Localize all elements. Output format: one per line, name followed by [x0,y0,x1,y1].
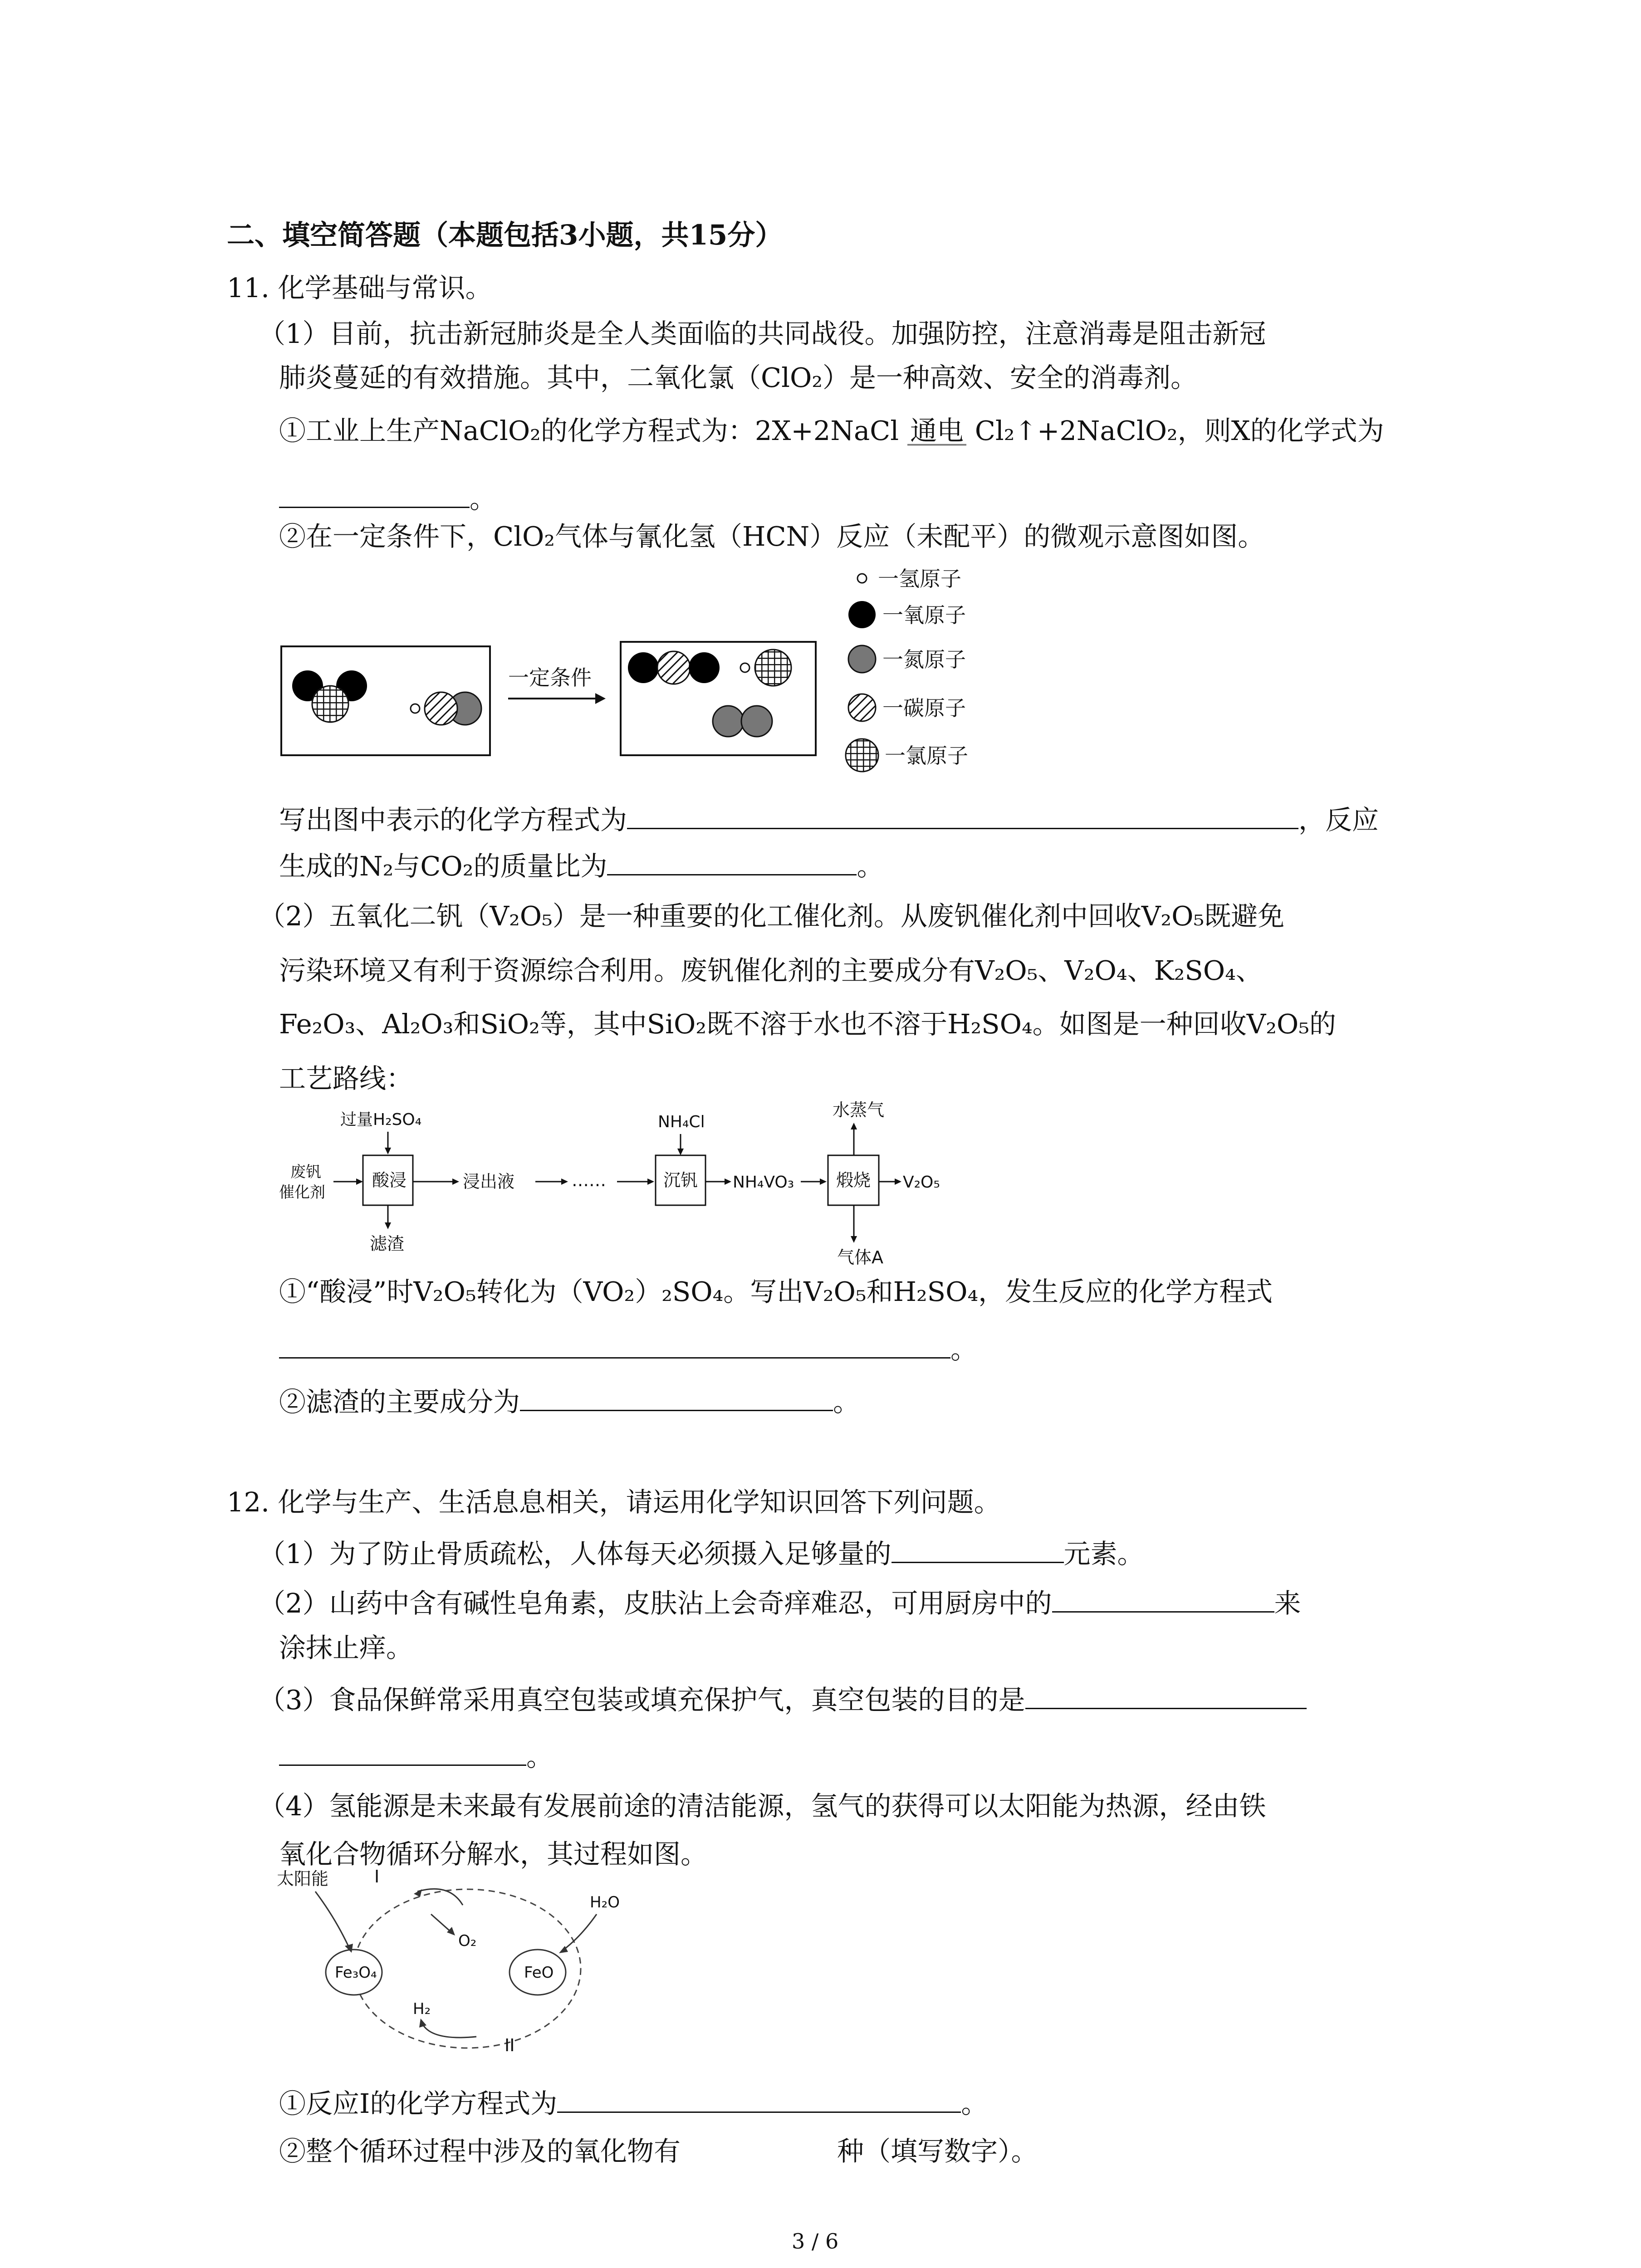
residue-label: 滤渣 [370,1234,405,1254]
period: 。 [857,850,884,882]
q12-s2-pre: （2）山药中含有碱性皂角素，皮肤沾上会奇痒难忍，可用厨房中的 [259,1588,1052,1619]
q11-sub2-ans1-pre: 写出图中表示的化学方程式为 [279,804,627,836]
q11-part1-sub2: ②在一定条件下，ClO₂气体与氰化氢（HCN）反应（未配平）的微观示意图如图。 [279,521,1265,552]
answer-blank-kitchen-item[interactable] [1052,1586,1274,1613]
precipitate-label: 沉钒 [663,1170,698,1190]
reaction-condition: 通电 [907,417,966,445]
chlorine-atom [312,686,348,722]
q12-s2-post: 来 [1274,1588,1301,1619]
q12-s4q1-pre: ①反应Ⅰ的化学方程式为 [279,2088,558,2119]
q11-sub1-answer-row [279,482,496,512]
q11-sub2-ans2-pre: 生成的N₂与CO₂的质量比为 [279,850,607,882]
legend-chlorine-swatch [846,739,878,772]
microscopic-reaction-diagram [272,562,1021,794]
nitrogen-atom [713,706,744,737]
legend-carbon: 一碳原子 [882,696,966,720]
q11-p2-q2-pre: ②滤渣的主要成分为 [279,1386,520,1418]
section-title: 二、填空简答题（本题包括3小题，共15分） [227,219,783,251]
o2-label: O₂ [458,1932,477,1950]
fe3o4-label: Fe₃O₄ [335,1964,377,1982]
q12-s1-post: 元素。 [1063,1538,1144,1569]
answer-blank-vacuum-purpose-cont[interactable] [279,1740,526,1766]
q12-sub3 [259,1683,1307,1716]
chlorine-atom [755,650,791,686]
feo-label: FeO [524,1964,554,1982]
q11-part1-line1: （1）目前，抗击新冠肺炎是全人类面临的共同战役。加强防控，注意消毒是阻击新冠 [259,318,1266,349]
gas-a-label: 气体A [837,1247,883,1267]
q11-sub2-answer2-row [279,849,883,880]
q11-part2-sub2 [279,1385,860,1418]
q11-part2-line3: Fe₂O₃、Al₂O₃和SiO₂等，其中SiO₂既不溶于水也不溶于H₂SO₄。如图是一种回收V₂O₅的 [279,1008,1336,1040]
q11-part2-sub1-answer-row [279,1332,977,1363]
legend-chlorine: 一氯原子 [885,743,968,768]
reagent-excess-h2so4: 过量H₂SO₄ [340,1110,422,1129]
period: 。 [526,1741,554,1772]
q11-part1-line2: 肺炎蔓延的有效措施。其中，二氧化氯（ClO₂）是一种高效、安全的消毒剂。 [279,362,1198,393]
vanadium-recovery-flowchart [272,1098,975,1288]
q11-sub2-ans1-post: ，反应 [1298,804,1379,836]
q12-sub2 [259,1586,1301,1617]
oxygen-atom [628,652,659,683]
q12-sub4-q1 [279,2087,988,2117]
calcine-label: 煅烧 [836,1170,871,1190]
q11-part2-line2: 污染环境又有利于资源综合利用。废钒催化剂的主要成分有V₂O₅、V₂O₄、K₂SO₄、 [279,955,1263,986]
arrow-label: 一定条件 [508,665,592,690]
page-number: 3 / 6 [792,2229,839,2253]
h2o-label: H₂O [590,1893,620,1911]
hydrogen-atom [740,663,749,672]
answer-blank-reaction-i[interactable] [557,2087,961,2113]
legend-nitrogen: 一氮原子 [882,647,966,672]
iron-oxide-water-splitting-cycle [272,1864,726,2055]
carbon-atom [657,651,690,684]
q11-part1-sub1 [279,417,1384,445]
legend-oxygen-swatch [848,601,876,628]
q11-sub2-answer1-row [279,803,1379,836]
q12-sub1 [259,1537,1144,1567]
legend-hydrogen-swatch [857,574,867,583]
answer-blank-element[interactable] [892,1537,1064,1563]
answer-blank-vacuum-purpose[interactable] [1025,1683,1307,1709]
answer-blank-oxide-count[interactable] [681,2136,837,2160]
period: 。 [961,2088,988,2119]
legend-hydrogen: 一氢原子 [878,567,961,591]
q12-sub4-line2: 氧化合物循环分解水，其过程如图。 [279,1838,708,1870]
q11-part2-line1: （2）五氧化二钒（V₂O₅）是一种重要的化工催化剂。从废钒催化剂中回收V₂O₅既避免 [259,900,1285,932]
input-label-line2: 催化剂 [279,1183,325,1202]
h2-label: H₂ [413,2000,431,2018]
reaction-i-label: I [374,1867,380,1887]
q11-part2-sub1: ①“酸浸”时V₂O₅转化为（VO₂）₂SO₄。写出V₂O₅和H₂SO₄，发生反应的化学方程式 [279,1276,1273,1307]
q12-sub3-line2 [279,1740,553,1770]
legend-oxygen: 一氧原子 [882,603,966,627]
steam-label: 水蒸气 [833,1100,885,1120]
q12-s1-pre: （1）为了防止骨质疏松，人体每天必须摄入足够量的 [259,1538,892,1569]
q12-sub4-q2 [279,2136,1038,2165]
legend-nitrogen-swatch [848,645,876,673]
q12-s4q2-post: 种（填写数字）。 [837,2136,1038,2167]
q12-sub4-line1: （4）氢能源是未来最有发展前途的清洁能源，氢气的获得可以太阳能为热源，经由铁 [259,1790,1266,1822]
q12-s3-pre: （3）食品保鲜常采用真空包装或填充保护气，真空包装的目的是 [259,1684,1025,1716]
period: 。 [950,1334,978,1365]
oxygen-atom [689,652,720,683]
question-12-title: 12. 化学与生产、生活息息相关，请运用化学知识回答下列问题。 [227,1486,1001,1518]
acid-leach-label: 酸浸 [372,1170,407,1190]
question-11-title: 11. 化学基础与常识。 [227,272,492,303]
reagent-nh4cl: NH₄Cl [658,1113,705,1131]
q11-sub1-text2: Cl₂↑+2NaClO₂，则X的化学式为 [975,415,1384,446]
input-label-line1: 废钒 [290,1163,321,1181]
q11-part2-line4: 工艺路线： [279,1063,413,1094]
answer-blank-equation[interactable] [627,803,1298,829]
nitrogen-atom [741,706,772,737]
leachate-label: 浸出液 [463,1172,515,1192]
q11-sub1-text: ①工业上生产NaClO₂的化学方程式为：2X+2NaCl [279,415,899,446]
carbon-atom [425,692,457,725]
answer-blank-mass-ratio[interactable] [607,849,857,875]
v2o5-product-label: V₂O₅ [903,1173,940,1192]
legend-carbon-swatch [848,694,876,721]
atom-legend [846,567,968,772]
answer-blank-acid-leach-equation[interactable] [279,1332,950,1359]
answer-blank-x-formula[interactable] [279,482,470,508]
nh4vo3-label: NH₄VO₃ [733,1173,794,1192]
period: 。 [833,1386,860,1418]
solar-energy-label: 太阳能 [277,1869,329,1889]
q12-sub2-line2: 涂抹止痒。 [279,1632,413,1663]
reaction-ii-label: II [505,2035,515,2055]
hydrogen-atom [411,704,420,713]
q12-s4q2-pre: ②整个循环过程中涉及的氧化物有 [279,2136,681,2167]
omitted-steps: …… [572,1170,606,1190]
period: 。 [470,483,497,514]
answer-blank-residue[interactable] [520,1385,833,1411]
